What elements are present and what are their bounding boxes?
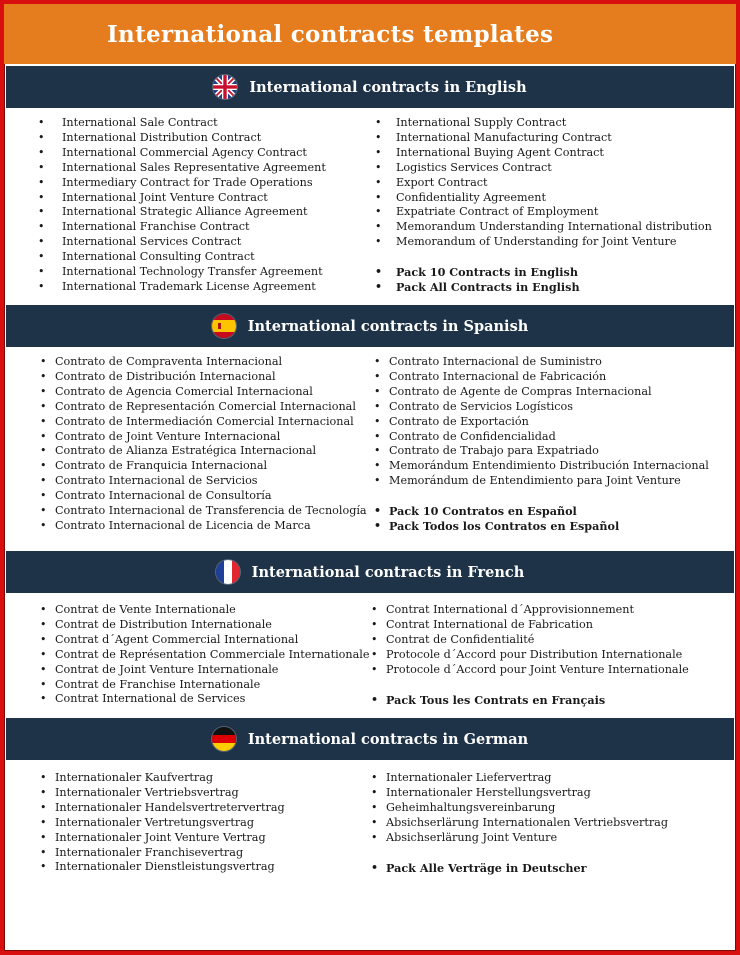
germany-flag-icon xyxy=(212,727,236,751)
list-item[interactable]: • Expatriate Contract of Employment xyxy=(375,205,712,220)
list-item[interactable]: • Absichserlärung Internationalen Vertriebsvertrag xyxy=(369,816,668,831)
list-item[interactable]: • Contrato de Joint Venture Internacional xyxy=(38,430,367,445)
list-item[interactable]: • International Sales Representative Agreement xyxy=(38,161,326,176)
section-title-spanish: International contracts in Spanish xyxy=(247,317,529,335)
list-item[interactable]: • Contrato de Trabajo para Expatriado xyxy=(372,444,709,459)
list-item[interactable]: • Contrato de Franquicia Internacional xyxy=(38,459,367,474)
list-item[interactable]: • International Buying Agent Contract xyxy=(375,146,712,161)
section-title-french: International contracts in French xyxy=(251,563,525,581)
list-item[interactable]: • International Joint Venture Contract xyxy=(38,191,326,206)
list-item[interactable]: • Contrat International de Fabrication xyxy=(369,618,689,633)
list-item[interactable]: • Contrato Internacional de Consultoría xyxy=(38,489,367,504)
list-item[interactable]: • Contrato de Confidencialidad xyxy=(372,430,709,445)
pack-link[interactable]: • Pack Alle Verträge in Deutscher xyxy=(369,861,668,876)
list-item[interactable]: • Contrato Internacional de Fabricación xyxy=(372,370,709,385)
list-item[interactable]: • International Manufacturing Contract xyxy=(375,131,712,146)
list-item[interactable]: • Contrato de Distribución Internacional xyxy=(38,370,367,385)
french-contracts-col1 xyxy=(38,603,369,707)
spanish-contracts-col2 xyxy=(372,355,709,534)
list-item[interactable]: • Contrato de Alianza Estratégica Internacional xyxy=(38,444,367,459)
list-item[interactable]: • International Trademark License Agreement xyxy=(38,280,326,295)
list-item[interactable]: • Contrat d´Agent Commercial International xyxy=(38,633,369,648)
section-header-english xyxy=(6,66,734,108)
title-bar xyxy=(4,4,736,64)
list-item[interactable]: • Contrato Internacional de Servicios xyxy=(38,474,367,489)
german-contracts-col1 xyxy=(38,771,285,875)
section-title-german: International contracts in German xyxy=(247,730,529,748)
list-item[interactable]: • Internationaler Vertriebsvertrag xyxy=(38,786,285,801)
list-item[interactable]: • International Technology Transfer Agreement xyxy=(38,265,326,280)
list-item[interactable]: • Protocole d´Accord pour Joint Venture Internationale xyxy=(369,663,689,678)
list-item[interactable]: • Absichserlärung Joint Venture xyxy=(369,831,668,846)
list-item[interactable]: • International Sale Contract xyxy=(38,116,326,131)
list-item[interactable]: • International Strategic Alliance Agreement xyxy=(38,205,326,220)
list-item[interactable]: • Contrat International de Services xyxy=(38,692,369,707)
list-item[interactable]: • Contrat de Joint Venture Internationale xyxy=(38,663,369,678)
list-item[interactable]: • Contrat de Vente Internationale xyxy=(38,603,369,618)
list-item[interactable]: • Contrato de Compraventa Internacional xyxy=(38,355,367,370)
list-item[interactable]: • International Distribution Contract xyxy=(38,131,326,146)
list-item[interactable]: • Contrato de Agente de Compras Internacional xyxy=(372,385,709,400)
list-item[interactable]: • Protocole d´Accord pour Distribution Internationale xyxy=(369,648,689,663)
list-item[interactable]: • Contrato de Intermediación Comercial Internacional xyxy=(38,415,367,430)
list-item[interactable]: • Contrat de Franchise Internationale xyxy=(38,678,369,693)
english-contracts-col1 xyxy=(38,116,326,295)
list-item[interactable]: • Memorándum Entendimiento Distribución Internacional xyxy=(372,459,709,474)
list-item[interactable]: • Contrat de Distribution Internationale xyxy=(38,618,369,633)
pack-link[interactable]: • Pack All Contracts in English xyxy=(375,280,712,295)
list-item[interactable]: • Confidentiality Agreement xyxy=(375,191,712,206)
list-item[interactable]: • Internationaler Dienstleistungsvertrag xyxy=(38,860,285,875)
list-item[interactable]: • Internationaler Liefervertrag xyxy=(369,771,668,786)
list-item[interactable]: • Contrato de Exportación xyxy=(372,415,709,430)
german-contracts-col2 xyxy=(369,771,668,875)
section-header-german xyxy=(6,718,734,760)
list-item[interactable]: • Memorándum de Entendimiento para Joint Venture xyxy=(372,474,709,489)
section-header-french xyxy=(6,551,734,593)
list-item[interactable]: • Contrato Internacional de Licencia de Marca xyxy=(38,519,367,534)
pack-link[interactable]: • Pack Tous les Contrats en Français xyxy=(369,693,689,708)
section-header-spanish xyxy=(6,305,734,347)
list-item[interactable]: • Memorandum Understanding International distribution xyxy=(375,220,712,235)
list-item[interactable]: • Contrato Internacional de Transferencia de Tecnología xyxy=(38,504,367,519)
list-item[interactable]: • International Supply Contract xyxy=(375,116,712,131)
list-item[interactable]: • Internationaler Franchisevertrag xyxy=(38,846,285,861)
pack-link[interactable]: • Pack Todos los Contratos en Español xyxy=(372,519,709,534)
section-title-english: International contracts in English xyxy=(249,78,527,96)
list-item[interactable]: • Intermediary Contract for Trade Operations xyxy=(38,176,326,191)
list-item[interactable]: • Internationaler Joint Venture Vertrag xyxy=(38,831,285,846)
list-item[interactable]: • International Franchise Contract xyxy=(38,220,326,235)
uk-flag-icon xyxy=(213,75,237,99)
pack-link[interactable]: • Pack 10 Contratos en Español xyxy=(372,504,709,519)
list-item[interactable]: • Memorandum of Understanding for Joint Venture xyxy=(375,235,712,250)
list-item[interactable]: • Contrato Internacional de Suministro xyxy=(372,355,709,370)
list-item[interactable]: • Contrato de Servicios Logísticos xyxy=(372,400,709,415)
list-item[interactable]: • Export Contract xyxy=(375,176,712,191)
list-item[interactable]: • International Consulting Contract xyxy=(38,250,326,265)
list-item[interactable]: • Contrat de Représentation Commerciale Internationale xyxy=(38,648,369,663)
list-item[interactable]: • Contrato de Agencia Comercial Internacional xyxy=(38,385,367,400)
spain-flag-icon xyxy=(212,314,236,338)
list-item[interactable]: • Contrat de Confidentialité xyxy=(369,633,689,648)
france-flag-icon xyxy=(216,560,240,584)
list-item[interactable]: • Geheimhaltungsvereinbarung xyxy=(369,801,668,816)
list-item[interactable]: • Logistics Services Contract xyxy=(375,161,712,176)
list-item[interactable]: • Internationaler Vertretungsvertrag xyxy=(38,816,285,831)
list-item[interactable]: • International Commercial Agency Contract xyxy=(38,146,326,161)
list-item[interactable]: • Internationaler Kaufvertrag xyxy=(38,771,285,786)
list-item[interactable]: • International Services Contract xyxy=(38,235,326,250)
french-contracts-col2 xyxy=(369,603,689,707)
spanish-contracts-col1 xyxy=(38,355,367,534)
list-item[interactable]: • Internationaler Handelsvertretervertrag xyxy=(38,801,285,816)
pack-link[interactable]: • Pack 10 Contracts in English xyxy=(375,265,712,280)
english-contracts-col2 xyxy=(375,116,712,295)
list-item[interactable]: • Contrato de Representación Comercial Internacional xyxy=(38,400,367,415)
page-title: International contracts templates xyxy=(107,21,554,48)
list-item[interactable]: • Internationaler Herstellungsvertrag xyxy=(369,786,668,801)
list-item[interactable]: • Contrat International d´Approvisionnement xyxy=(369,603,689,618)
